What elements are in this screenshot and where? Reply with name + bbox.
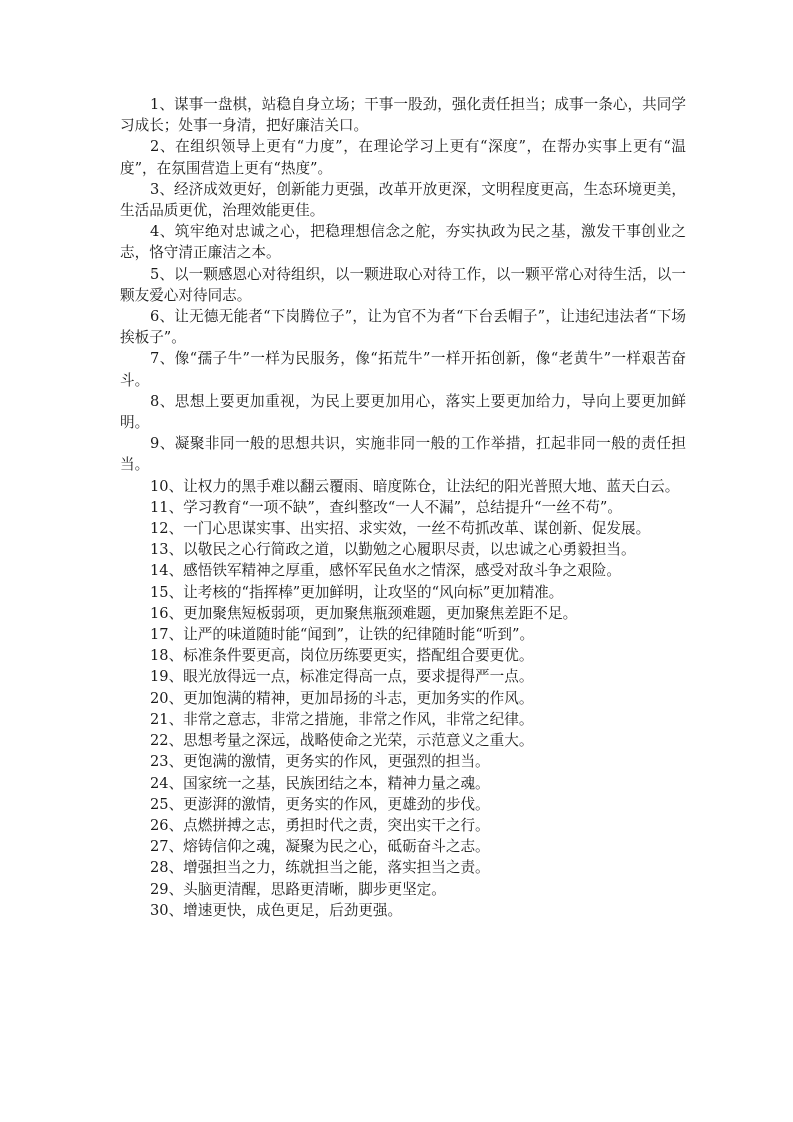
list-item-23: 23、更饱满的激情，更务实的作风，更强烈的担当。: [150, 753, 490, 771]
list-item-18: 18、标准条件要更高，岗位历练要更实，搭配组合要更优。: [150, 647, 534, 665]
list-item-29: 29、头脑更清醒，思路更清晰，脚步更坚定。: [150, 880, 446, 898]
list-item-16: 16、更加聚焦短板弱项，更加聚焦瓶颈难题，更加聚焦差距不足。: [150, 604, 578, 622]
list-item-27: 27、熔铸信仰之魂，凝聚为民之心，砥砺奋斗之志。: [150, 838, 490, 856]
list-item-14: 14、感悟铁军精神之厚重，感怀军民鱼水之情深，感受对敌斗争之艰险。: [150, 562, 621, 580]
list-item-25: 25、更澎湃的激情，更务实的作风，更雄劲的步伐。: [150, 795, 490, 813]
list-item-26: 26、点燃拼搏之志，勇担时代之责，突出实干之行。: [150, 816, 490, 834]
list-item-15: 15、让考核的“指挥棒”更加鲜明，让攻坚的“风向标”更加精准。: [150, 583, 564, 601]
list-item-20: 20、更加饱满的精神，更加昂扬的斗志，更加务实的作风。: [150, 689, 534, 707]
list-item-9: 9、凝聚非同一般的思想共识，实施非同一般的工作举措，扛起非同一般的责任担当。: [120, 435, 686, 474]
list-item-2: 2、在组织领导上更有“力度”，在理论学习上更有“深度”，在帮办实事上更有“温度”，在氛围营造上更有“热度”。: [120, 138, 686, 177]
list-item-4: 4、筑牢绝对忠诚之心，把稳理想信念之舵，夯实执政为民之基，激发干事创业之志，恪守清正廉洁之本。: [120, 223, 686, 262]
list-item-13: 13、以敬民之心行简政之道，以勤勉之心履职尽责，以忠诚之心勇毅担当。: [150, 541, 636, 559]
list-item-17: 17、让严的味道随时能“闻到”，让铁的纪律随时能“听到”。: [150, 626, 535, 644]
list-item-11: 11、学习教育“一项不缺”，查纠整改“一人不漏”，总结提升“一丝不苟”。: [150, 498, 622, 516]
list-item-22: 22、思想考量之深远，战略使命之光荣，示范意义之重大。: [150, 732, 534, 750]
list-item-5: 5、以一颗感恩心对待组织，以一颗进取心对待工作，以一颗平常心对待生活，以一颗友爱心对待同志。: [120, 265, 686, 304]
list-item-24: 24、国家统一之基，民族团结之本，精神力量之魂。: [150, 774, 490, 792]
list-item-30: 30、增速更快，成色更足，后劲更强。: [150, 901, 403, 919]
list-item-8: 8、思想上要更加重视，为民上要更加用心，落实上要更加给力，导向上要更加鲜明。: [120, 392, 686, 432]
document-body: [120, 94, 686, 921]
list-item-1: 1、谋事一盘棋，站稳自身立场；干事一股劲，强化责任担当；成事一条心，共同学习成长；处事一身清，把好廉洁关口。: [120, 96, 686, 135]
list-item-19: 19、眼光放得远一点，标准定得高一点，要求提得严一点。: [150, 668, 534, 686]
list-item-21: 21、非常之意志，非常之措施，非常之作风，非常之纪律。: [150, 710, 534, 728]
list-item-3: 3、经济成效更好，创新能力更强，改革开放更深，文明程度更高，生态环境更美，生活品质更优，治理效能更佳。: [120, 180, 686, 220]
list-item-6: 6、让无德无能者“下岗腾位子”，让为官不为者“下台丢帽子”，让违纪违法者“下场挨板子”。: [120, 308, 686, 347]
list-item-7: 7、像“孺子牛”一样为民服务，像“拓荒牛”一样开拓创新，像“老黄牛”一样艰苦奋斗。: [120, 350, 686, 389]
list-item-28: 28、增强担当之力，练就担当之能，落实担当之责。: [150, 859, 490, 877]
list-item-10: 10、让权力的黑手难以翻云覆雨、暗度陈仓，让法纪的阳光普照大地、蓝天白云。: [150, 477, 680, 495]
list-item-12: 12、一门心思谋实事、出实招、求实效，一丝不苟抓改革、谋创新、促发展。: [150, 520, 651, 538]
